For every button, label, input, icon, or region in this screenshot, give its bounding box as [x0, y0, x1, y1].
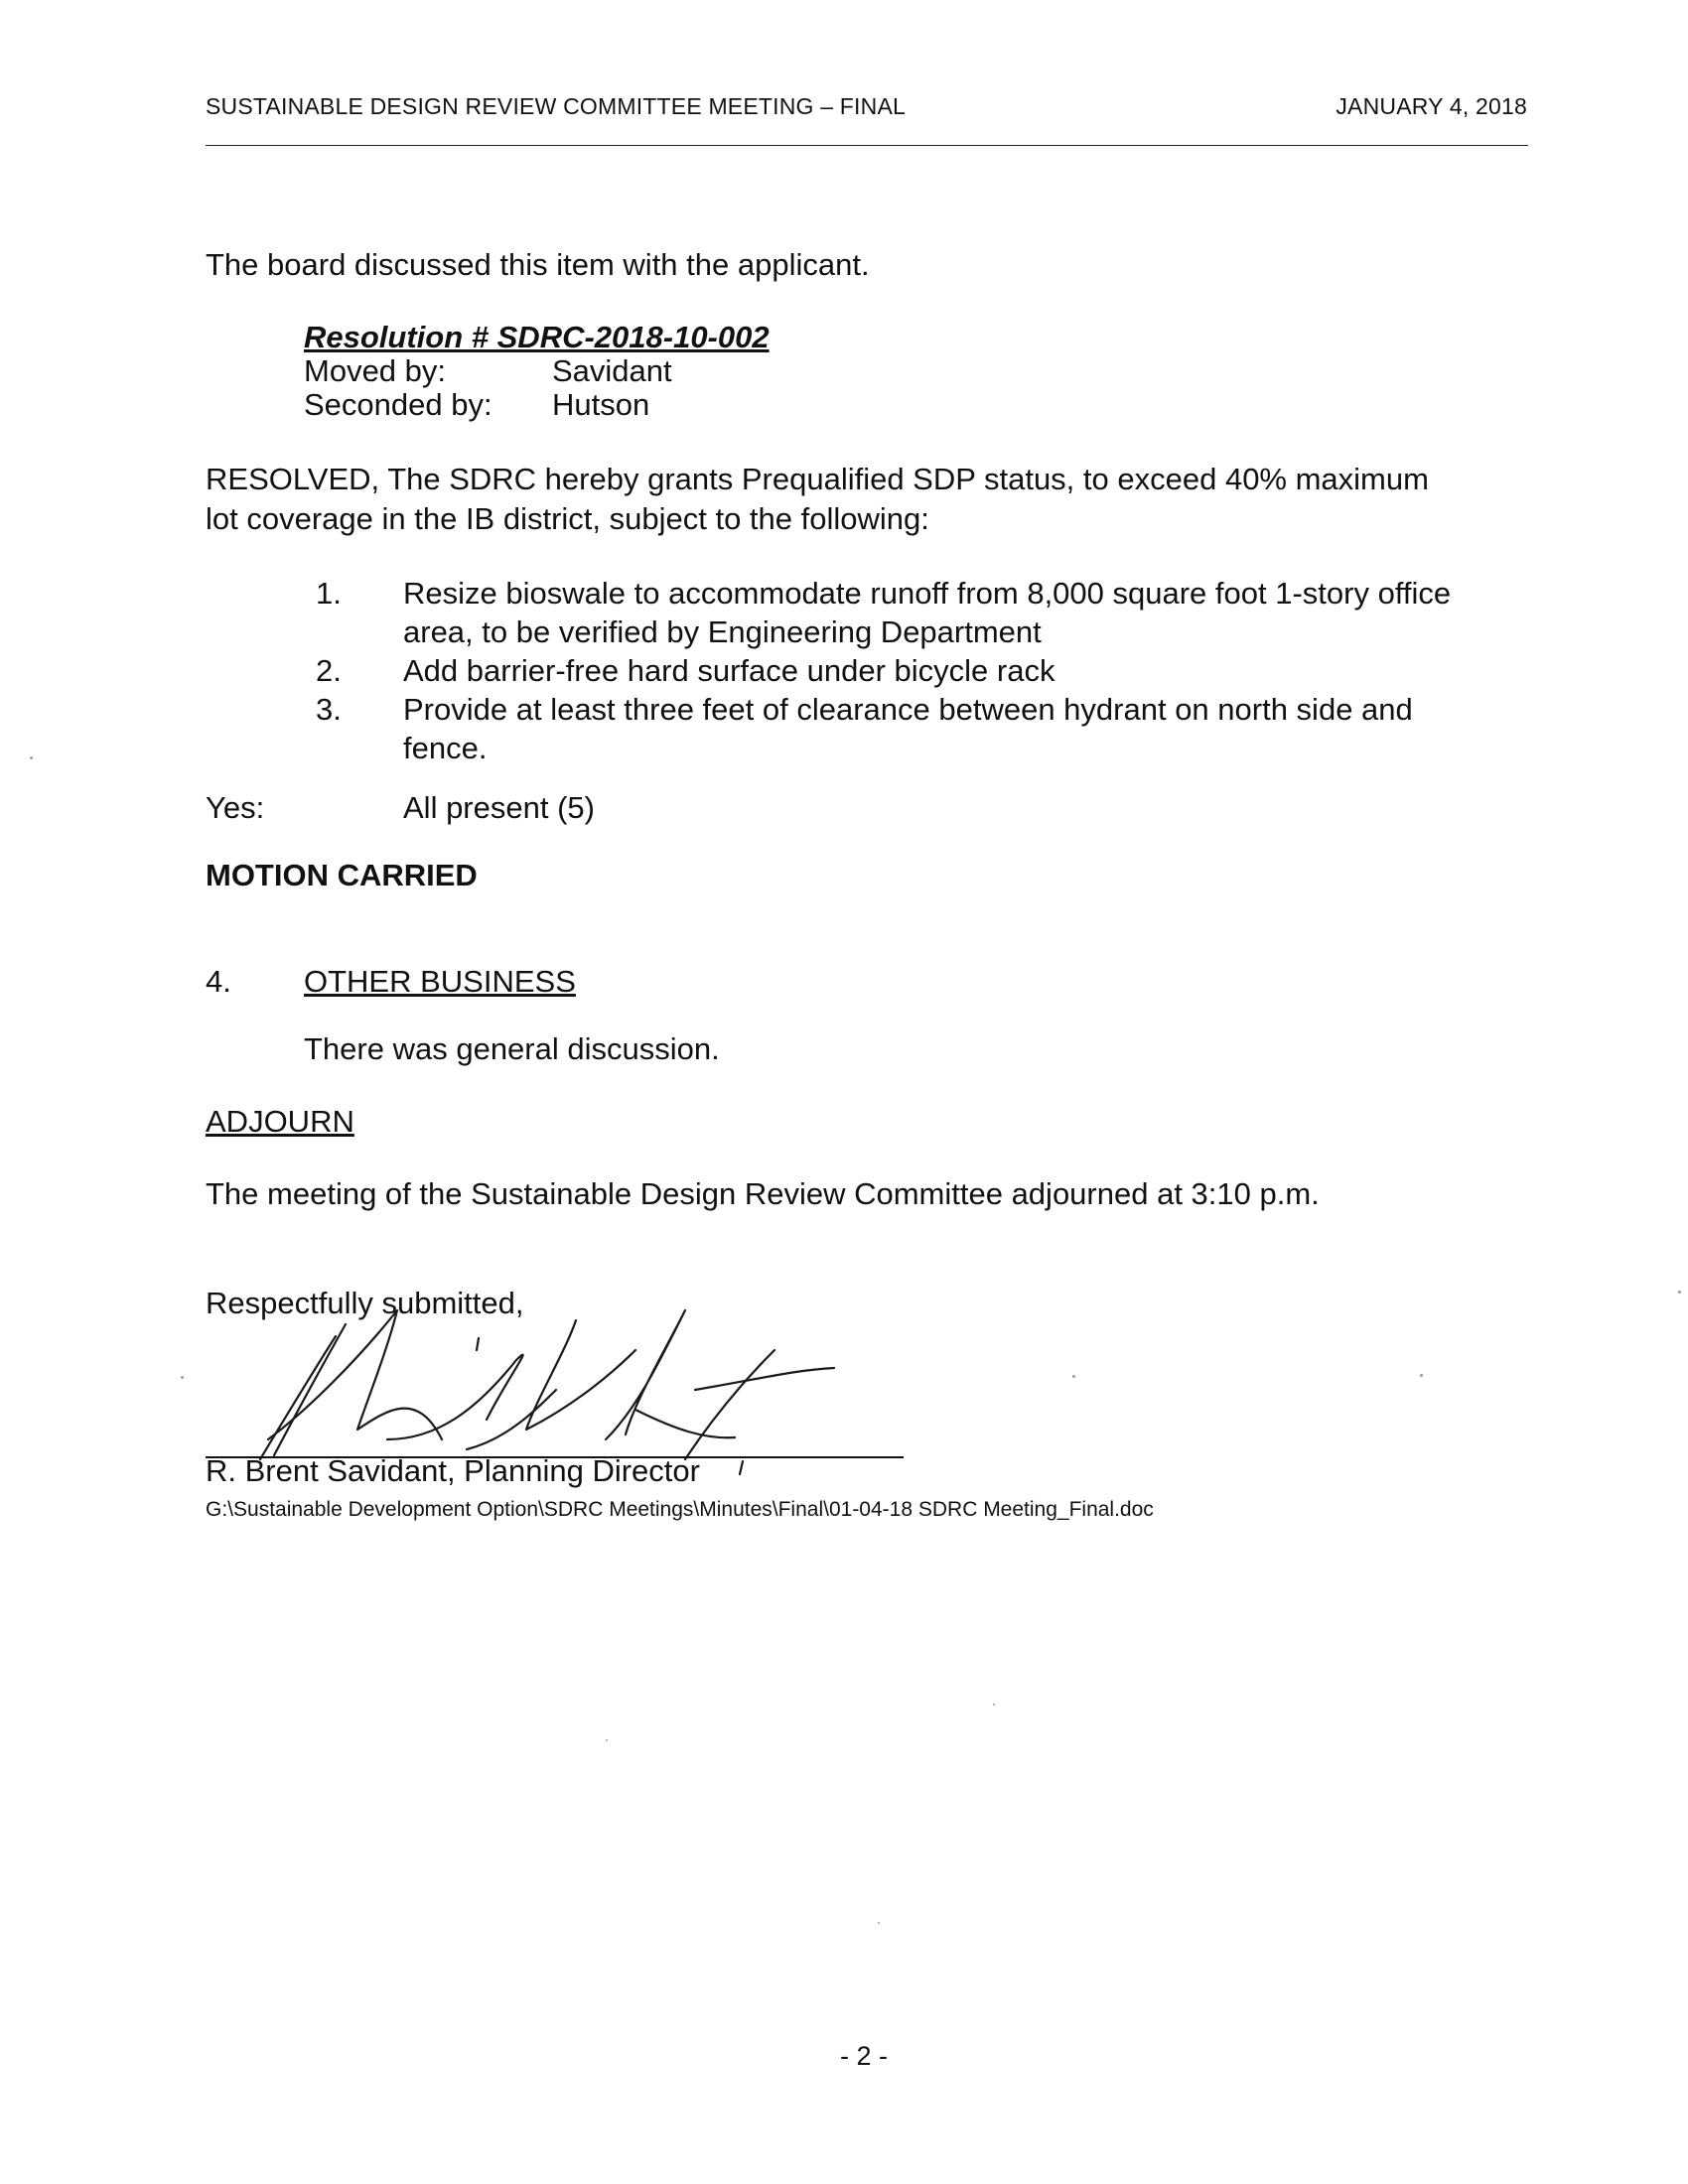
- scan-speck: [30, 756, 33, 759]
- condition-text: Add barrier-free hard surface under bicycle rack: [403, 653, 1055, 688]
- scan-speck: [993, 1704, 995, 1706]
- section-number: 4.: [206, 964, 231, 999]
- seconded-by-value: Hutson: [552, 387, 650, 422]
- scan-speck: [1072, 1375, 1075, 1378]
- scan-speck: [606, 1739, 608, 1741]
- intro-paragraph: The board discussed this item with the applicant.: [206, 247, 870, 282]
- scan-speck: [1420, 1374, 1423, 1377]
- scan-speck: [878, 1922, 880, 1924]
- scan-speck: [181, 1376, 184, 1379]
- moved-by-label: Moved by:: [304, 353, 447, 388]
- adjourn-heading: ADJOURN: [206, 1104, 354, 1139]
- header-title: SUSTAINABLE DESIGN REVIEW COMMITTEE MEETING – FINAL: [206, 93, 906, 119]
- header-divider: [206, 145, 1528, 146]
- condition-text: fence.: [403, 731, 488, 765]
- file-path: G:\Sustainable Development Option\SDRC Meetings\Minutes\Final\01-04-18 SDRC Meeting_Final.doc: [206, 1498, 1154, 1521]
- condition-number: 1.: [316, 576, 342, 611]
- resolved-line-1: RESOLVED, The SDRC hereby grants Prequalified SDP status, to exceed 40% maximum: [206, 462, 1429, 496]
- other-business-text: There was general discussion.: [304, 1031, 720, 1066]
- adjourn-text: The meeting of the Sustainable Design Review Committee adjourned at 3:10 p.m.: [206, 1176, 1320, 1211]
- header-date: JANUARY 4, 2018: [1336, 93, 1527, 119]
- condition-text: Provide at least three feet of clearance between hydrant on north side and: [403, 692, 1413, 727]
- scan-speck: [1678, 1291, 1681, 1294]
- vote-value: All present (5): [403, 790, 595, 825]
- seconded-by-label: Seconded by:: [304, 387, 492, 422]
- motion-result: MOTION CARRIED: [206, 858, 478, 892]
- resolved-line-2: lot coverage in the IB district, subject to the following:: [206, 501, 929, 536]
- resolution-title: Resolution # SDRC-2018-10-002: [304, 320, 770, 354]
- signatory-name: R. Brent Savidant, Planning Director: [206, 1453, 700, 1488]
- condition-text: area, to be verified by Engineering Department: [403, 614, 1042, 649]
- condition-text: Resize bioswale to accommodate runoff from 8,000 square foot 1-story office: [403, 576, 1452, 611]
- moved-by-value: Savidant: [552, 353, 672, 388]
- other-business-heading: OTHER BUSINESS: [304, 964, 576, 999]
- vote-label: Yes:: [206, 790, 265, 825]
- page-number: - 2 -: [840, 2041, 889, 2071]
- closing-text: Respectfully submitted,: [206, 1286, 524, 1320]
- condition-number: 3.: [316, 692, 342, 727]
- condition-number: 2.: [316, 653, 342, 688]
